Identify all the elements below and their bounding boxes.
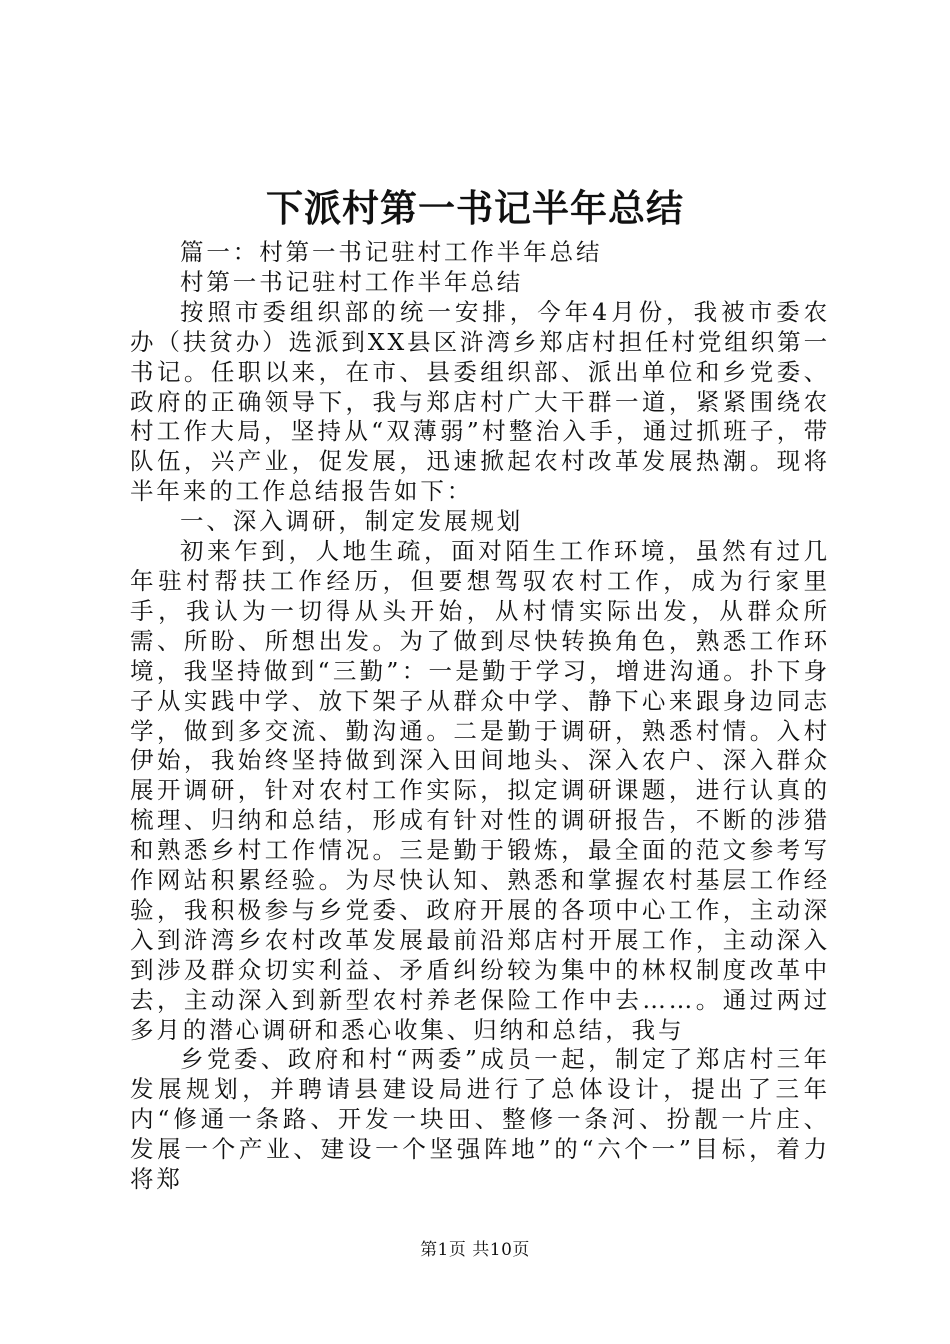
paragraph: 乡党委、政府和村“两委”成员一起，制定了郑店村三年发展规划，并聘请县建设局进行了总体设计，提出了三年内“修通一条路、开发一块田、整修一条河、扮靓一片庄、发展一个产业、建设一个坚强阵地”的“六个一”目标，着力将郑 (130, 1045, 830, 1194)
subtitle: 村第一书记驻村工作半年总结 (180, 267, 524, 296)
section-heading: 一、深入调研，制定发展规划 (180, 507, 524, 536)
document-title: 下派村第一书记半年总结 (266, 186, 684, 230)
page-footer: 第1页 共10页 (420, 1240, 530, 1260)
document-body (130, 238, 830, 1195)
section-heading: 篇一：村第一书记驻村工作半年总结 (180, 238, 603, 266)
paragraph: 初来乍到，人地生疏，面对陌生工作环境，虽然有过几年驻村帮扶工作经历，但要想驾驭农村工作，成为行家里手，我认为一切得从头开始，从村情实际出发，从群众所需、所盼、所想出发。为了做到尽快转换角色，熟悉工作环境，我坚持做到“三勤”：一是勤于学习，增进沟通。扑下身子从实践中学、放下架子从群众中学、静下心来跟身边同志学，做到多交流、勤沟通。二是勤于调研，熟悉村情。入村伊始，我始终坚持做到深入田间地头、深入农户、深入群众展开调研，针对农村工作实际，拟定调研课题，进行认真的梳理、归纳和总结，形成有针对性的调研报告，不断的涉猎和熟悉乡村工作情况。三是勤于锻炼，最全面的范文参考写作网站积累经验。为尽快认知、熟悉和掌握农村基层工作经验，我积极参与乡党委、政府开展的各项中心工作，主动深入到浒湾乡农村改革发展最前沿郑店村开展工作，主动深入到涉及群众切实利益、矛盾纠纷较为集中的林权制度改革中去，主动深入到新型农村养老保险工作中去……。通过两过多月的潜心调研和悉心收集、归纳和总结，我与 (130, 537, 830, 1044)
paragraph: 按照市委组织部的统一安排，今年4月份，我被市委农办（扶贫办）选派到XX县区浒湾乡郑店村担任村党组织第一书记。任职以来，在市、县委组织部、派出单位和乡党委、政府的正确领导下，我与郑店村广大干群一道，紧紧围绕农村工作大局，坚持从“双薄弱”村整治入手，通过抓班子，带队伍，兴产业，促发展，迅速掀起农村改革发展热潮。现将半年来的工作总结报告如下： (130, 297, 830, 506)
